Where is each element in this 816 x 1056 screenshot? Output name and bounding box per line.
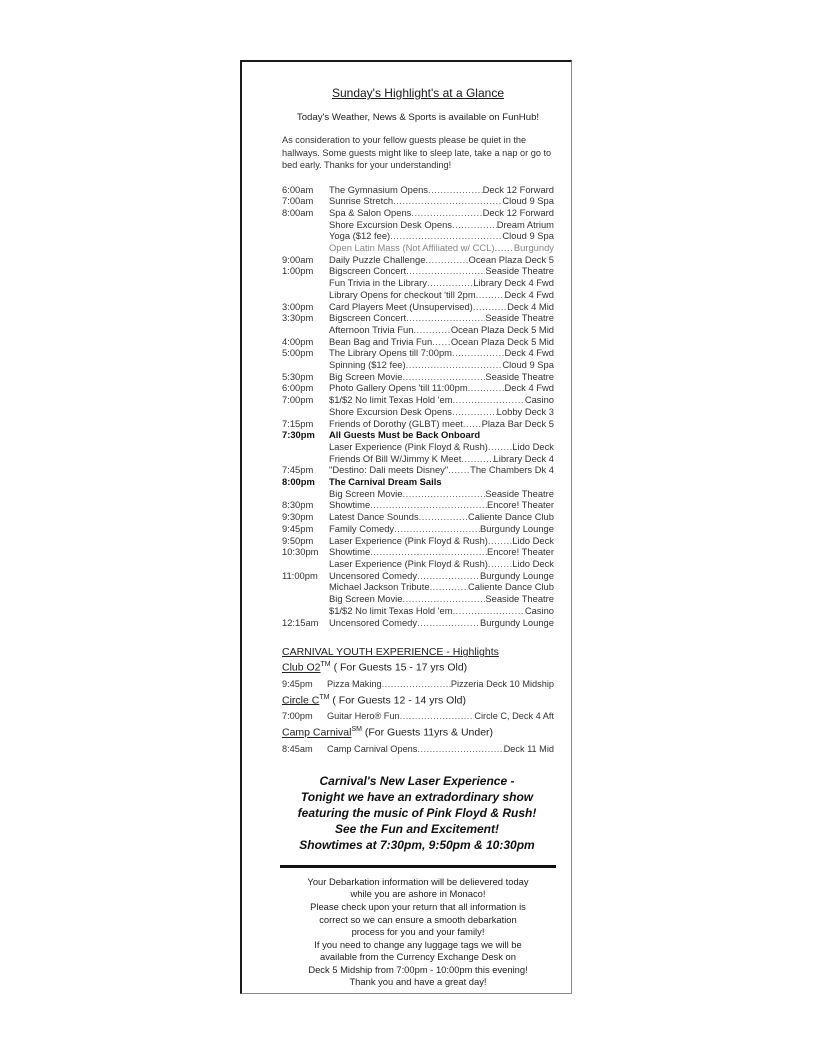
event-name: Latest Dance Sounds: [329, 511, 419, 523]
event-description: [329, 277, 554, 289]
event-name: Open Latin Mass (Not Affiliated w/ CCL): [329, 242, 495, 254]
promo-line: Showtimes at 7:30pm, 9:50pm & 10:30pm: [299, 837, 535, 852]
club-mark: TM: [319, 693, 330, 701]
event-description: [329, 207, 554, 219]
event-name: Friends of Dorothy (GLBT) meet: [329, 417, 463, 429]
event-location: Seaside Theatre: [485, 312, 554, 324]
schedule-row: [282, 441, 554, 453]
event-description: [327, 678, 554, 690]
event-time: 8:30pm: [282, 499, 314, 511]
event-name: Bean Bag and Trivia Fun: [329, 335, 433, 347]
event-time: 3:00pm: [282, 300, 314, 312]
schedule-row: [282, 359, 554, 371]
event-location: Casino: [524, 394, 554, 406]
event-description: [329, 371, 554, 383]
event-time: 9:50pm: [282, 534, 314, 546]
event-name: Big Screen Movie: [329, 370, 403, 382]
debarkation-line: correct so we can ensure a smooth debarkation: [319, 913, 517, 925]
schedule-row: [282, 488, 554, 500]
dot-leader: [402, 371, 485, 383]
event-name: Showtime: [329, 546, 371, 558]
dot-leader: [406, 312, 485, 324]
event-name: Shore Excursion Desk Opens: [329, 218, 452, 230]
event-name: Showtime: [329, 499, 371, 511]
schedule-row: [282, 464, 554, 476]
event-description: [329, 195, 554, 207]
divider: [280, 865, 556, 868]
event-location: Burgundy Lounge: [479, 522, 554, 534]
event-time: [282, 289, 329, 301]
schedule-row: [282, 382, 554, 394]
event-location: Lido Deck: [512, 558, 554, 569]
event-time: 1:00pm: [282, 265, 314, 277]
event-name: "Destino: Dali meets Disney": [329, 464, 449, 476]
dot-leader: [453, 605, 525, 617]
event-time: 9:45pm: [282, 678, 313, 689]
event-location: Burgundy Lounge: [479, 616, 554, 628]
laser-promo: [274, 773, 560, 853]
event-description: [329, 289, 554, 301]
event-description: [329, 511, 554, 523]
dot-leader: [495, 242, 514, 254]
event-location: Ocean Plaza Deck 5 Mid: [450, 335, 554, 347]
event-name: Yoga ($12 fee): [329, 230, 391, 242]
event-description: [327, 710, 554, 722]
dot-leader: [406, 359, 503, 371]
event-description: [329, 570, 554, 582]
event-time: [282, 441, 329, 453]
event-name: The Library Opens till 7:00pm: [329, 347, 452, 359]
dot-leader: [370, 546, 487, 558]
event-time: 8:00am: [282, 206, 314, 218]
event-location: Cloud 9 Spa: [502, 230, 554, 242]
schedule-row: [282, 301, 554, 313]
event-location: Caliente Dance Club: [468, 581, 554, 593]
event-location: Deck 12 Forward: [482, 183, 554, 195]
dot-leader: [448, 464, 470, 476]
schedule-row: [282, 499, 554, 511]
event-description: [329, 499, 554, 511]
event-time: 5:30pm: [282, 370, 314, 382]
event-name: Laser Experience (Pink Floyd & Rush): [329, 534, 488, 546]
schedule-row: [282, 254, 554, 266]
event-name: Pizza Making: [327, 678, 382, 689]
schedule-row: [282, 347, 554, 359]
event-name: Big Screen Movie: [329, 487, 403, 499]
schedule-row: [282, 324, 554, 336]
schedule-row: [282, 195, 554, 207]
event-location: Seaside Theatre: [485, 265, 554, 277]
event-time: 7:45pm: [282, 464, 314, 476]
dot-leader: [402, 488, 485, 500]
event-location: Lido Deck: [512, 534, 554, 546]
event-time: 6:00am: [282, 183, 314, 195]
event-description: [329, 230, 554, 242]
event-location: Pizzeria Deck 10 Midship: [450, 678, 554, 689]
dot-leader: [370, 499, 487, 511]
event-time: [282, 359, 329, 371]
event-time: 6:00pm: [282, 382, 314, 394]
event-name: Spa & Salon Opens: [329, 206, 412, 218]
dot-leader: [393, 195, 502, 207]
dot-leader: [402, 593, 485, 605]
dot-leader: [406, 265, 485, 277]
event-location: Seaside Theatre: [485, 593, 554, 605]
youth-event-row: [282, 710, 554, 722]
event-location: Deck 12 Forward: [482, 206, 554, 218]
event-description: [329, 429, 554, 441]
daily-schedule-sheet: [240, 60, 572, 994]
dot-leader: [488, 535, 512, 547]
event-description: [329, 359, 554, 371]
schedule-row: [282, 593, 554, 605]
event-name: Bigscreen Concert: [329, 265, 407, 277]
event-name: Friends Of Bill W/Jimmy K Meet: [329, 452, 462, 464]
schedule-row: [282, 546, 554, 558]
event-description: [329, 476, 554, 488]
event-location: Cloud 9 Spa: [502, 195, 554, 207]
event-description: [329, 219, 554, 231]
event-description: [329, 464, 554, 476]
dot-leader: [452, 347, 505, 359]
youth-club-heading: [282, 694, 554, 707]
dot-leader: [432, 336, 451, 348]
event-time: 5:00pm: [282, 347, 314, 359]
schedule-row: [282, 476, 554, 488]
event-name: Fun Trivia in the Library: [329, 277, 427, 289]
event-description: [329, 488, 554, 500]
event-time: [282, 219, 329, 231]
debarkation-line: If you need to change any luggage tags we will be: [314, 938, 522, 950]
dot-leader: [488, 441, 512, 453]
event-description: [329, 336, 554, 348]
schedule-row: [282, 242, 554, 254]
debarkation-line: Thank you and have a great day!: [349, 976, 487, 988]
schedule-row: [282, 570, 554, 582]
event-name: Laser Experience (Pink Floyd & Rush): [329, 440, 488, 452]
event-location: Plaza Bar Deck 5: [481, 417, 554, 429]
youth-club-list: [282, 661, 554, 755]
dot-leader: [452, 219, 497, 231]
schedule-row: [282, 511, 554, 523]
youth-club-heading: [282, 661, 554, 674]
event-location: Deck 4 Fwd: [504, 288, 554, 300]
debarkation-line: Deck 5 Midship from 7:00pm - 10:00pm this evening!: [308, 963, 528, 975]
event-description: [329, 593, 554, 605]
event-location: The Chambers Dk 4: [470, 464, 554, 476]
schedule-row: [282, 184, 554, 196]
event-name: Bigscreen Concert: [329, 312, 407, 324]
event-location: Burgundy: [513, 242, 554, 254]
page-title: Sunday's Highlight's at a Glance: [331, 86, 504, 100]
dot-leader: [430, 581, 468, 593]
event-time: 7:00pm: [282, 711, 313, 722]
event-name: All Guests Must be Back Onboard: [329, 429, 481, 441]
youth-section: [282, 646, 554, 755]
dot-leader: [411, 207, 482, 219]
schedule-row: [282, 429, 554, 441]
event-time: [282, 324, 329, 336]
schedule-row: [282, 371, 554, 383]
promo-line: featuring the music of Pink Floyd & Rush!: [297, 805, 537, 820]
schedule-row: [282, 265, 554, 277]
event-description: [329, 184, 554, 196]
event-description: [329, 605, 554, 617]
event-time: [282, 242, 329, 254]
event-description: [329, 453, 554, 465]
event-time: [282, 277, 329, 289]
club-name: Circle C: [282, 694, 320, 707]
event-name: Michael Jackson Tribute: [329, 581, 430, 593]
event-location: Library Deck 4: [493, 452, 554, 464]
event-description: [329, 301, 554, 313]
event-time: [282, 605, 329, 617]
schedule-row: [282, 277, 554, 289]
debarkation-line: Your Debarkation information will be delievered today: [307, 875, 529, 887]
event-location: Encore! Theater: [486, 499, 554, 511]
event-description: [327, 743, 554, 755]
event-description: [329, 394, 554, 406]
schedule-row: [282, 207, 554, 219]
debarkation-line: process for you and your family!: [351, 926, 485, 938]
event-description: [329, 242, 554, 254]
event-name: Shore Excursion Desk Opens: [329, 405, 452, 417]
event-location: Cloud 9 Spa: [502, 359, 554, 371]
event-location: Circle C, Deck 4 Aft: [474, 711, 554, 722]
event-location: Seaside Theatre: [485, 370, 554, 382]
schedule-row: [282, 581, 554, 593]
event-name: Daily Puzzle Challenge: [329, 253, 426, 265]
schedule-row: [282, 453, 554, 465]
event-location: Deck 4 Mid: [507, 300, 554, 312]
schedule-row: [282, 406, 554, 418]
youth-heading: CARNIVAL YOUTH EXPERIENCE - Highlights: [282, 646, 499, 659]
event-description: [329, 254, 554, 266]
schedule-row: [282, 535, 554, 547]
event-location: Dream Atrium: [496, 218, 554, 230]
dot-leader: [400, 710, 475, 722]
event-name: $1/$2 No limit Texas Hold 'em: [329, 604, 453, 616]
event-time: 11:00pm: [282, 569, 318, 581]
schedule-row: [282, 312, 554, 324]
dot-leader: [394, 523, 480, 535]
dot-leader: [453, 394, 525, 406]
event-description: [329, 441, 554, 453]
dot-leader: [417, 743, 503, 755]
event-time: 7:15pm: [282, 417, 314, 429]
event-time: [282, 488, 329, 500]
debarkation-line: Please check upon your return that all information is: [310, 900, 526, 912]
schedule-row: [282, 336, 554, 348]
schedule-row: [282, 289, 554, 301]
club-name: Club O2: [282, 661, 321, 674]
event-description: [329, 546, 554, 558]
event-name: Sunrise Stretch: [329, 195, 394, 207]
consideration-notice: As consideration to your fellow guests please be quiet in the hallways. Some guests might like to sleep late, take a nap or go to bed early. Thanks for your understanding!: [282, 135, 552, 170]
dot-leader: [452, 406, 497, 418]
debarkation-line: available from the Currency Exchange Desk on: [320, 951, 516, 963]
event-time: 9:30pm: [282, 511, 314, 523]
event-time: [282, 406, 329, 418]
schedule-row: [282, 558, 554, 570]
club-ages: ( For Guests 12 - 14 yrs Old): [332, 694, 466, 707]
schedule-row: [282, 523, 554, 535]
event-time: 9:45pm: [282, 522, 314, 534]
club-mark: TM: [320, 661, 331, 669]
event-description: [329, 617, 554, 629]
event-name: Card Players Meet (Unsupervised): [329, 300, 473, 312]
dot-leader: [425, 254, 468, 266]
event-location: Ocean Plaza Deck 5: [468, 253, 554, 265]
event-name: Uncensored Comedy: [329, 569, 418, 581]
dot-leader: [417, 617, 480, 629]
event-name: The Carnival Dream Sails: [329, 476, 442, 488]
debarkation-notice: [282, 876, 554, 989]
event-description: [329, 265, 554, 277]
event-time: 3:30pm: [282, 312, 314, 324]
event-location: Ocean Plaza Deck 5 Mid: [450, 323, 554, 335]
event-description: [329, 347, 554, 359]
event-description: [329, 418, 554, 430]
event-description: [329, 523, 554, 535]
event-time: [282, 230, 329, 242]
dot-leader: [473, 301, 507, 313]
dot-leader: [413, 324, 450, 336]
event-time: 12:15am: [282, 616, 319, 628]
dot-leader: [382, 678, 451, 690]
dot-leader: [390, 230, 502, 242]
dot-leader: [428, 184, 483, 196]
dot-leader: [427, 277, 473, 289]
event-name: Spinning ($12 fee): [329, 359, 406, 371]
event-name: Uncensored Comedy: [329, 616, 418, 628]
dot-leader: [463, 418, 482, 430]
event-time: 10:30pm: [282, 546, 319, 558]
event-location: Burgundy Lounge: [479, 569, 554, 581]
event-name: Afternoon Trivia Fun: [329, 323, 414, 335]
dot-leader: [468, 382, 505, 394]
schedule-list: [282, 184, 554, 629]
event-location: Deck 4 Fwd: [504, 347, 554, 359]
promo-line: Tonight we have an extradordinary show: [300, 789, 534, 804]
event-location: Seaside Theatre: [485, 487, 554, 499]
club-ages: ( For Guests 15 - 17 yrs Old): [333, 661, 468, 674]
event-description: [329, 312, 554, 324]
event-time: 9:00am: [282, 253, 314, 265]
event-name: Big Screen Movie: [329, 593, 403, 605]
youth-event-row: [282, 743, 554, 755]
event-location: Library Deck 4 Fwd: [473, 277, 554, 289]
schedule-row: [282, 219, 554, 231]
promo-line: Carnival's New Laser Experience -: [319, 773, 515, 788]
dot-leader: [419, 511, 468, 523]
promo-line: See the Fun and Excitement!: [334, 821, 500, 836]
event-description: [329, 406, 554, 418]
schedule-row: [282, 617, 554, 629]
event-description: [329, 558, 554, 570]
event-name: Guitar Hero® Fun: [327, 711, 400, 722]
club-mark: SM: [351, 726, 362, 734]
event-time: 8:45am: [282, 743, 313, 754]
event-name: Laser Experience (Pink Floyd & Rush): [329, 558, 488, 569]
sheet-content: [282, 86, 554, 989]
event-time: [282, 593, 329, 605]
event-time: 4:00pm: [282, 335, 314, 347]
dot-leader: [476, 289, 505, 301]
youth-event-row: [282, 678, 554, 690]
dot-leader: [461, 453, 493, 465]
event-description: [329, 535, 554, 547]
event-time: [282, 581, 329, 593]
dot-leader: [417, 570, 480, 582]
event-location: Deck 4 Fwd: [504, 382, 554, 394]
event-time: [282, 558, 329, 570]
event-location: Casino: [524, 604, 554, 616]
event-location: Lido Deck: [512, 440, 554, 452]
event-location: Caliente Dance Club: [468, 511, 554, 523]
event-time: [282, 453, 329, 465]
club-name: Camp Carnival: [282, 726, 352, 739]
dot-leader: [488, 558, 512, 570]
event-description: [329, 581, 554, 593]
weather-notice: Today's Weather, News & Sports is available on FunHub!: [296, 112, 540, 123]
event-name: Photo Gallery Opens 'till 11:00pm: [329, 382, 468, 394]
event-location: Encore! Theater: [486, 546, 554, 558]
event-time: 7:00pm: [282, 394, 314, 406]
schedule-row: [282, 394, 554, 406]
event-time: 8:00pm: [282, 476, 315, 488]
schedule-row: [282, 418, 554, 430]
event-name: Camp Carnival Opens: [327, 743, 418, 754]
event-location: Lobby Deck 3: [496, 405, 554, 417]
event-location: Deck 11 Mid: [503, 743, 554, 754]
event-time: 7:30pm: [282, 429, 315, 441]
event-time: 7:00am: [282, 195, 314, 207]
debarkation-line: while you are ashore in Monaco!: [350, 888, 486, 900]
event-name: Family Comedy: [329, 522, 395, 534]
schedule-row: [282, 230, 554, 242]
schedule-row: [282, 605, 554, 617]
event-name: The Gymnasium Opens: [329, 183, 428, 195]
youth-club-heading: [282, 726, 554, 739]
event-description: [329, 382, 554, 394]
event-description: [329, 324, 554, 336]
event-name: Library Opens for checkout 'till 2pm: [329, 288, 476, 300]
event-name: $1/$2 No limit Texas Hold 'em: [329, 394, 453, 406]
club-ages: (For Guests 11yrs & Under): [364, 726, 494, 739]
